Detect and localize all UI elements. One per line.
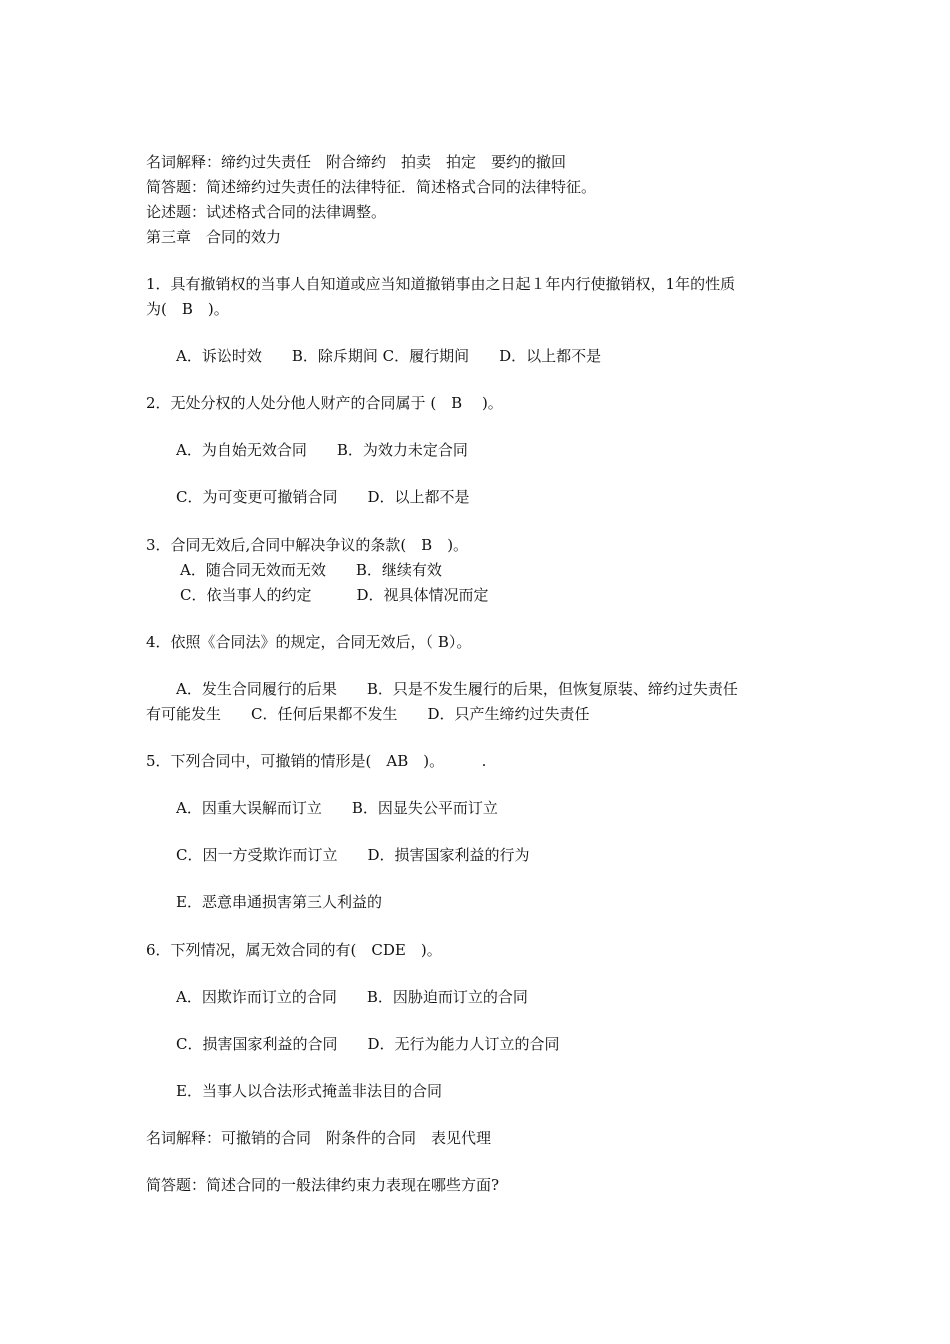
question-4-options-1: A．发生合同履行的后果 B．只是不发生履行的后果，但恢复原装、缔约过失责任 xyxy=(176,680,738,698)
question-6-line-1: 6．下列情况，属无效合同的有( CDE )。 xyxy=(146,941,442,959)
terms-line: 名词解释：缔约过失责任 附合缔约 拍卖 拍定 要约的撤回 xyxy=(146,153,567,171)
short-answer-line: 简答题：简述缔约过失责任的法律特征．简述格式合同的法律特征。 xyxy=(146,178,597,196)
question-1-options: A．诉讼时效 B．除斥期间 C．履行期间 D．以上都不是 xyxy=(176,347,602,365)
question-2-options-1: A．为自始无效合同 B．为效力未定合同 xyxy=(176,441,468,459)
essay-line: 论述题：试述格式合同的法律调整。 xyxy=(146,203,387,221)
question-4-options-2: 有可能发生 C．任何后果都不发生 D．只产生缔约过失责任 xyxy=(146,705,590,723)
footer-short-answer-line: 简答题：简述合同的一般法律约束力表现在哪些方面? xyxy=(146,1176,500,1194)
question-6-options-1: A．因欺诈而订立的合同 B．因胁迫而订立的合同 xyxy=(176,988,528,1006)
question-6-options-2: C．损害国家利益的合同 D．无行为能力人订立的合同 xyxy=(176,1035,560,1053)
question-5-options-1: A．因重大误解而订立 B．因显失公平而订立 xyxy=(176,799,498,817)
question-1-line-1: 1．具有撤销权的当事人自知道或应当知道撤销事由之日起１年内行使撤销权，1年的性质 xyxy=(146,275,736,293)
question-1-line-2: 为( B )。 xyxy=(146,300,229,318)
question-2-options-2: C．为可变更可撤销合同 D．以上都不是 xyxy=(176,488,470,506)
chapter-title: 第三章 合同的效力 xyxy=(146,228,282,246)
question-5-options-3: E．恶意串通损害第三人利益的 xyxy=(176,893,382,911)
question-3-options-1: A．随合同无效而无效 B．继续有效 xyxy=(180,561,442,579)
question-4-line-1: 4．依照《合同法》的规定，合同无效后，（ B）。 xyxy=(146,633,472,651)
question-5-line-1: 5．下列合同中，可撤销的情形是( AB )。 . xyxy=(146,752,487,770)
question-3-options-2: C．依当事人的约定 D．视具体情况而定 xyxy=(180,586,489,604)
footer-terms-line: 名词解释：可撤销的合同 附条件的合同 表见代理 xyxy=(146,1129,492,1147)
question-5-options-2: C．因一方受欺诈而订立 D．损害国家利益的行为 xyxy=(176,846,530,864)
question-3-line-1: 3．合同无效后,合同中解决争议的条款( B )。 xyxy=(146,536,469,554)
question-2-line-1: 2．无处分权的人处分他人财产的合同属于 ( B )。 xyxy=(146,394,503,412)
question-6-options-3: E．当事人以合法形式掩盖非法目的合同 xyxy=(176,1082,442,1100)
